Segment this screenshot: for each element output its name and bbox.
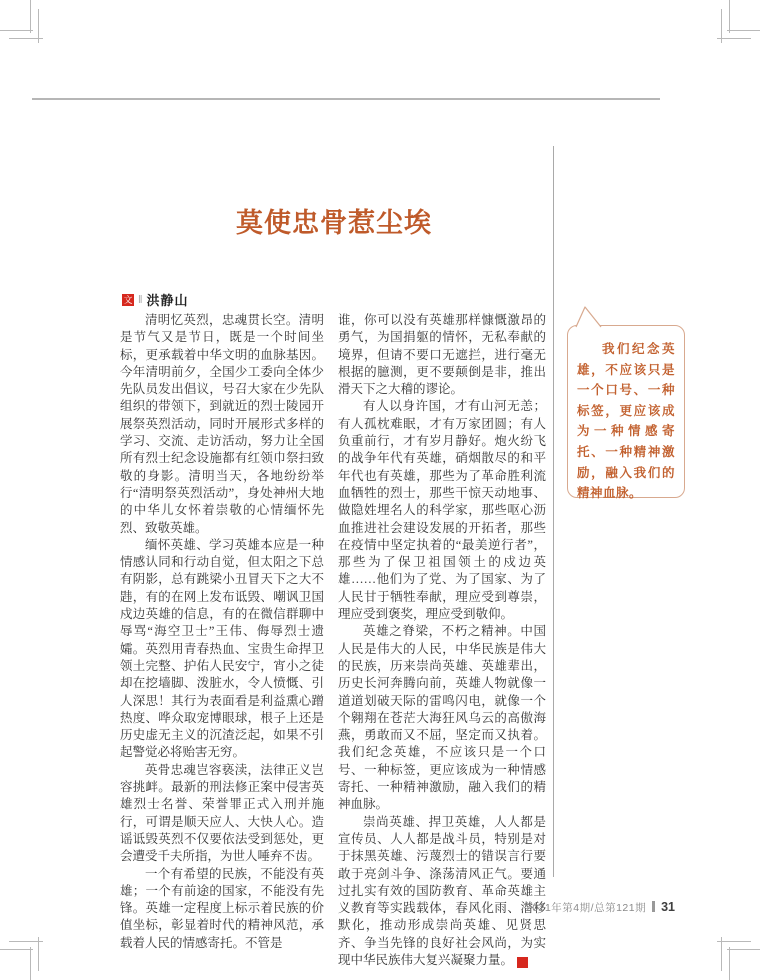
footer-divider [652, 901, 655, 912]
paragraph: 有人以身许国，才有山河无恙；有人孤枕难眠，才有万家团圆；有人负重前行，才有岁月静好。炮火纷飞的战争年代有英雄，硝烟散尽的和平年代也有英雄，那些为了革命胜利流血牺牲的烈士，那些干惊天动地事、做隐姓埋名人的科学家，那些呕心沥血推进社会建设发展的开拓者，那些在疫情中坚定执着的“最美逆行者”，那些为了保卫祖国领土的戍边英雄……他们为了党、为了国家、为了人民甘于牺牲奉献，理应受到尊崇，理应受到褒奖，理应受到敬仰。 [338, 399, 546, 622]
paragraph: 英雄之脊梁，不朽之精神。中国人民是伟大的人民，中华民族是伟大的民族，历来崇尚英雄、英雄辈出，历史长河奔腾向前，英雄人物就像一道道划破天际的雷鸣闪电，就像一个个翱翔在苍茫大海狂风乌云的高傲海燕，勇敢而又不屈，坚定而又执着。我们纪念英雄，不应该只是一个口号、一种标签，更应该成为一种情感寄托、一种精神激励，融入我们的精神血脉。 [338, 624, 546, 812]
paragraph: 清明忆英烈，忠魂贯长空。清明是节气又是节日，既是一个时间坐标，更承载着中华文明的血脉基因。今年清明前夕，全国少工委向全体少先队员发出倡议，号召大家在少先队组织的带领下，到就近的烈士陵园开展祭英烈活动，同时开展形式多样的学习、交流、走访活动，努力让全国所有烈士纪念设施都有红领巾祭扫致敬的身影。清明当天，各地纷纷举行“清明祭英烈活动”，身处神州大地的中华儿女怀着崇敬的心情缅怀先烈、致敬英雄。 [120, 313, 324, 535]
byline [122, 290, 189, 309]
byline-separator: ‖ [138, 293, 143, 306]
paragraph: 谁，你可以没有英雄那样慷慨激昂的勇气，为国捐躯的情怀，无私奉献的境界，但请不要口无遮拦，进行毫无根据的臆测，更不要颠倒是非，推出滑天下之大稽的谬论。 [338, 313, 546, 397]
pull-quote-text: 我们纪念英雄，不应该只是一个口号、一种标签，更应该成为一种情感寄托、一种精神激励，融入我们的精神血脉。 [577, 342, 675, 501]
pull-quote-bubble [567, 325, 685, 501]
article-title: 莫使忠骨惹尘埃 [236, 208, 432, 238]
article-column-1 [120, 312, 324, 952]
column-sidebar-divider [553, 146, 554, 877]
author-type-badge: 文 [123, 295, 133, 305]
header-rule [32, 98, 660, 100]
author-name: 洪静山 [146, 293, 189, 308]
speech-bubble-tail-icon [574, 306, 602, 328]
issue-info: 2021年第4期/总第121期 [525, 902, 647, 914]
paragraph [338, 814, 550, 970]
page-footer [380, 900, 675, 915]
article-column-2 [338, 312, 550, 969]
article-end-mark-icon: G [517, 957, 528, 968]
paragraph: 缅怀英雄、学习英雄本应是一种情感认同和行动自觉，但太阳之下总有阴影，总有跳梁小丑冒天下之大不韪，有的在网上发布诋毁、嘲讽卫国戍边英雄的信息，有的在微信群聊中辱骂“海空卫士”王伟、侮辱烈士遗孀。英烈用青春热血、宝贵生命捍卫领土完整、护佑人民安宁，宵小之徒却在挖墙脚、泼脏水，令人愤慨、引人深思！其行为表面看是利益熏心蹭热度、哗众取宠博眼球，根子上还是历史虚无主义的沉渣泛起，如果不引起警觉必将贻害无穷。 [120, 537, 324, 760]
paragraph-text: 崇尚英雄、捍卫英雄，人人都是宣传员、人人都是战斗员，特别是对于抹黑英雄、污蔑烈士的错误言行要敢于亮剑斗争、涤荡清风正气。要通过扎实有效的国防教育、革命英雄主义教育等实践载体，春风化雨、潜移默化，推动形成崇尚英雄、见贤思齐、争当先锋的良好社会风尚，为实现中华民族伟大复兴凝聚力量。 [338, 814, 546, 967]
paragraph: 英骨忠魂岂容亵渎，法律正义岂容挑衅。最新的刑法修正案中侵害英雄烈士名誉、荣誉罪正式入刑并施行，可谓是顺天应人、大快人心。造谣诋毁英烈不仅要依法受到惩处，更会遭受千夫所指，为世人唾弃不齿。 [120, 762, 324, 864]
page-number: 31 [661, 900, 675, 914]
paragraph: 一个有希望的民族，不能没有英雄；一个有前途的国家，不能没有先锋。英雄一定程度上标示着民族的价值坐标，彰显着时代的精神风范，承载着人民的情感寄托。不管是 [120, 866, 324, 950]
